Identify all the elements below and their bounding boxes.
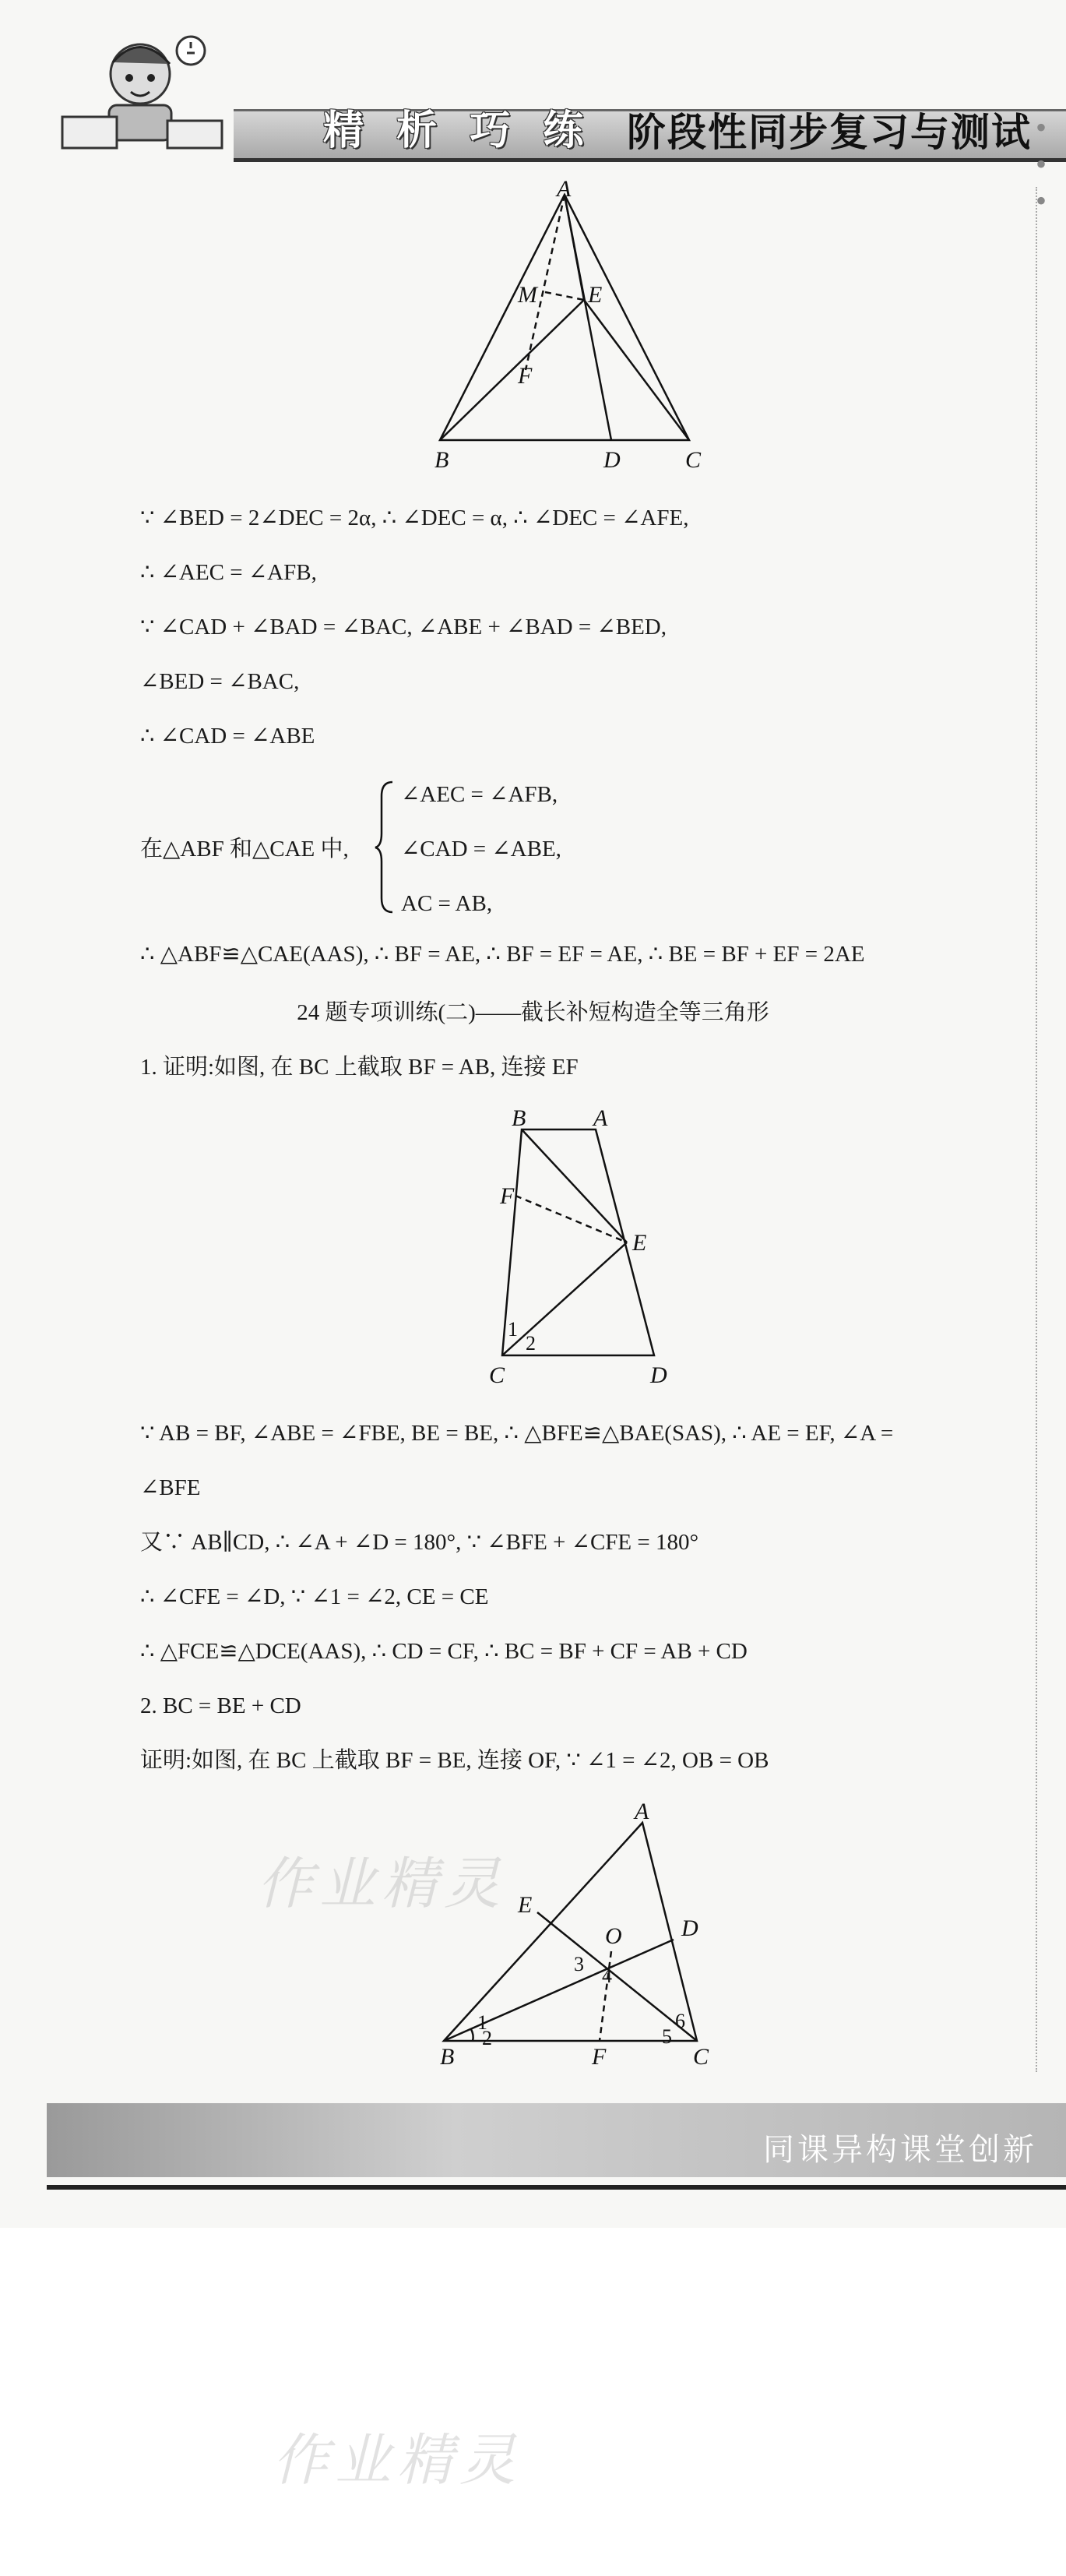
- watermark-2: 作业精灵: [273, 2427, 522, 2493]
- fig1-label-F: F: [518, 363, 533, 389]
- fig3-label-D: D: [681, 1915, 698, 1941]
- item1-line-2: ∠BFE: [140, 1475, 201, 1500]
- page-footer: [47, 2103, 1066, 2197]
- series-title: 阶段性同步复习与测试: [627, 110, 1032, 155]
- system-eq-2: ∠CAD = ∠ABE,: [401, 837, 561, 862]
- fig1-label-B: B: [434, 447, 449, 473]
- fig2-label-B: B: [512, 1105, 526, 1131]
- item1-line-1: ∵ AB = BF, ∠ABE = ∠FBE, BE = BE, ∴ △BFE≌△BAE(SAS), ∴ AE = EF, ∠A =: [140, 1421, 894, 1446]
- brand-title: 精 析 巧 练: [323, 107, 593, 154]
- proof1-line-2: ∴ ∠AEC = ∠AFB,: [140, 560, 317, 585]
- brace-icon: [374, 779, 397, 915]
- fig1-label-C: C: [685, 447, 702, 473]
- fig3-label-C: C: [693, 2044, 709, 2068]
- binding-rail: [1036, 187, 1042, 2072]
- fig3-label-E: E: [518, 1892, 533, 1918]
- fig3-angle-3: 3: [574, 1953, 584, 1975]
- fig3-label-F: F: [592, 2044, 607, 2068]
- fig3-label-B: B: [440, 2044, 455, 2068]
- fig2-label-C: C: [489, 1362, 505, 1388]
- item1-line-3: 又∵ AB∥CD, ∴ ∠A + ∠D = 180°, ∵ ∠BFE + ∠CFE = 180°: [140, 1530, 699, 1555]
- proof1-line-5: ∴ ∠CAD = ∠ABE: [140, 724, 315, 749]
- proof1-line-4: ∠BED = ∠BAC,: [140, 669, 300, 694]
- fig2-label-D: D: [650, 1362, 667, 1388]
- fig3-label-A: A: [635, 1799, 649, 1824]
- watermark-1: 作业精灵: [257, 1851, 507, 1916]
- fig3-angle-1: 1: [477, 2011, 487, 2034]
- fig3-angle-2: 2: [482, 2027, 492, 2049]
- proof1-line-3: ∵ ∠CAD + ∠BAD = ∠BAC, ∠ABE + ∠BAD = ∠BED,: [140, 615, 667, 640]
- figure-triangle-abc: [420, 179, 709, 475]
- system-prefix: 在△ABF 和△CAE 中,: [140, 837, 349, 862]
- mascot-icon: [47, 31, 234, 156]
- figure-triangle-bisectors: [424, 1795, 728, 2068]
- proof1-conclusion: ∴ △ABF≌△CAE(AAS), ∴ BF = AE, ∴ BF = EF = AE, ∴ BE = BF + EF = 2AE: [140, 942, 865, 967]
- footer-slogan: 同课异构课堂创新: [763, 2132, 1037, 2168]
- proof1-line-1: ∵ ∠BED = 2∠DEC = 2α, ∴ ∠DEC = α, ∴ ∠DEC = ∠AFE,: [140, 506, 689, 530]
- footer-rule: [47, 2185, 1066, 2190]
- fig2-angle-2: 2: [526, 1332, 536, 1355]
- fig2-label-F: F: [500, 1183, 515, 1209]
- fig3-angle-4: 4: [602, 1965, 612, 1987]
- item1-line-5: ∴ △FCE≌△DCE(AAS), ∴ CD = CF, ∴ BC = BF + CF = AB + CD: [140, 1639, 748, 1664]
- fig1-label-A: A: [557, 179, 572, 202]
- section-title: 24 题专项训练(二)——截长补短构造全等三角形: [297, 1000, 769, 1025]
- fig1-label-E: E: [588, 282, 603, 308]
- item1-intro: 1. 证明:如图, 在 BC 上截取 BF = AB, 连接 EF: [140, 1055, 579, 1080]
- fig2-label-A: A: [593, 1105, 608, 1131]
- fig1-label-M: M: [518, 282, 537, 308]
- fig3-label-O: O: [605, 1923, 622, 1949]
- item1-line-4: ∴ ∠CFE = ∠D, ∵ ∠1 = ∠2, CE = CE: [140, 1584, 489, 1609]
- fig3-angle-6: 6: [675, 2010, 685, 2032]
- fig1-label-D: D: [603, 447, 621, 473]
- header-dots: • • •: [1036, 110, 1052, 218]
- system-eq-1: ∠AEC = ∠AFB,: [401, 782, 558, 807]
- fig2-label-E: E: [632, 1230, 647, 1256]
- item2-title: 2. BC = BE + CD: [140, 1693, 301, 1718]
- figure-trapezoid: [467, 1102, 677, 1390]
- fig2-angle-1: 1: [508, 1318, 518, 1341]
- system-eq-3: AC = AB,: [401, 891, 493, 916]
- item2-intro: 证明:如图, 在 BC 上截取 BF = BE, 连接 OF, ∵ ∠1 = ∠2, OB = OB: [140, 1748, 769, 1773]
- fig3-angle-5: 5: [662, 2025, 672, 2048]
